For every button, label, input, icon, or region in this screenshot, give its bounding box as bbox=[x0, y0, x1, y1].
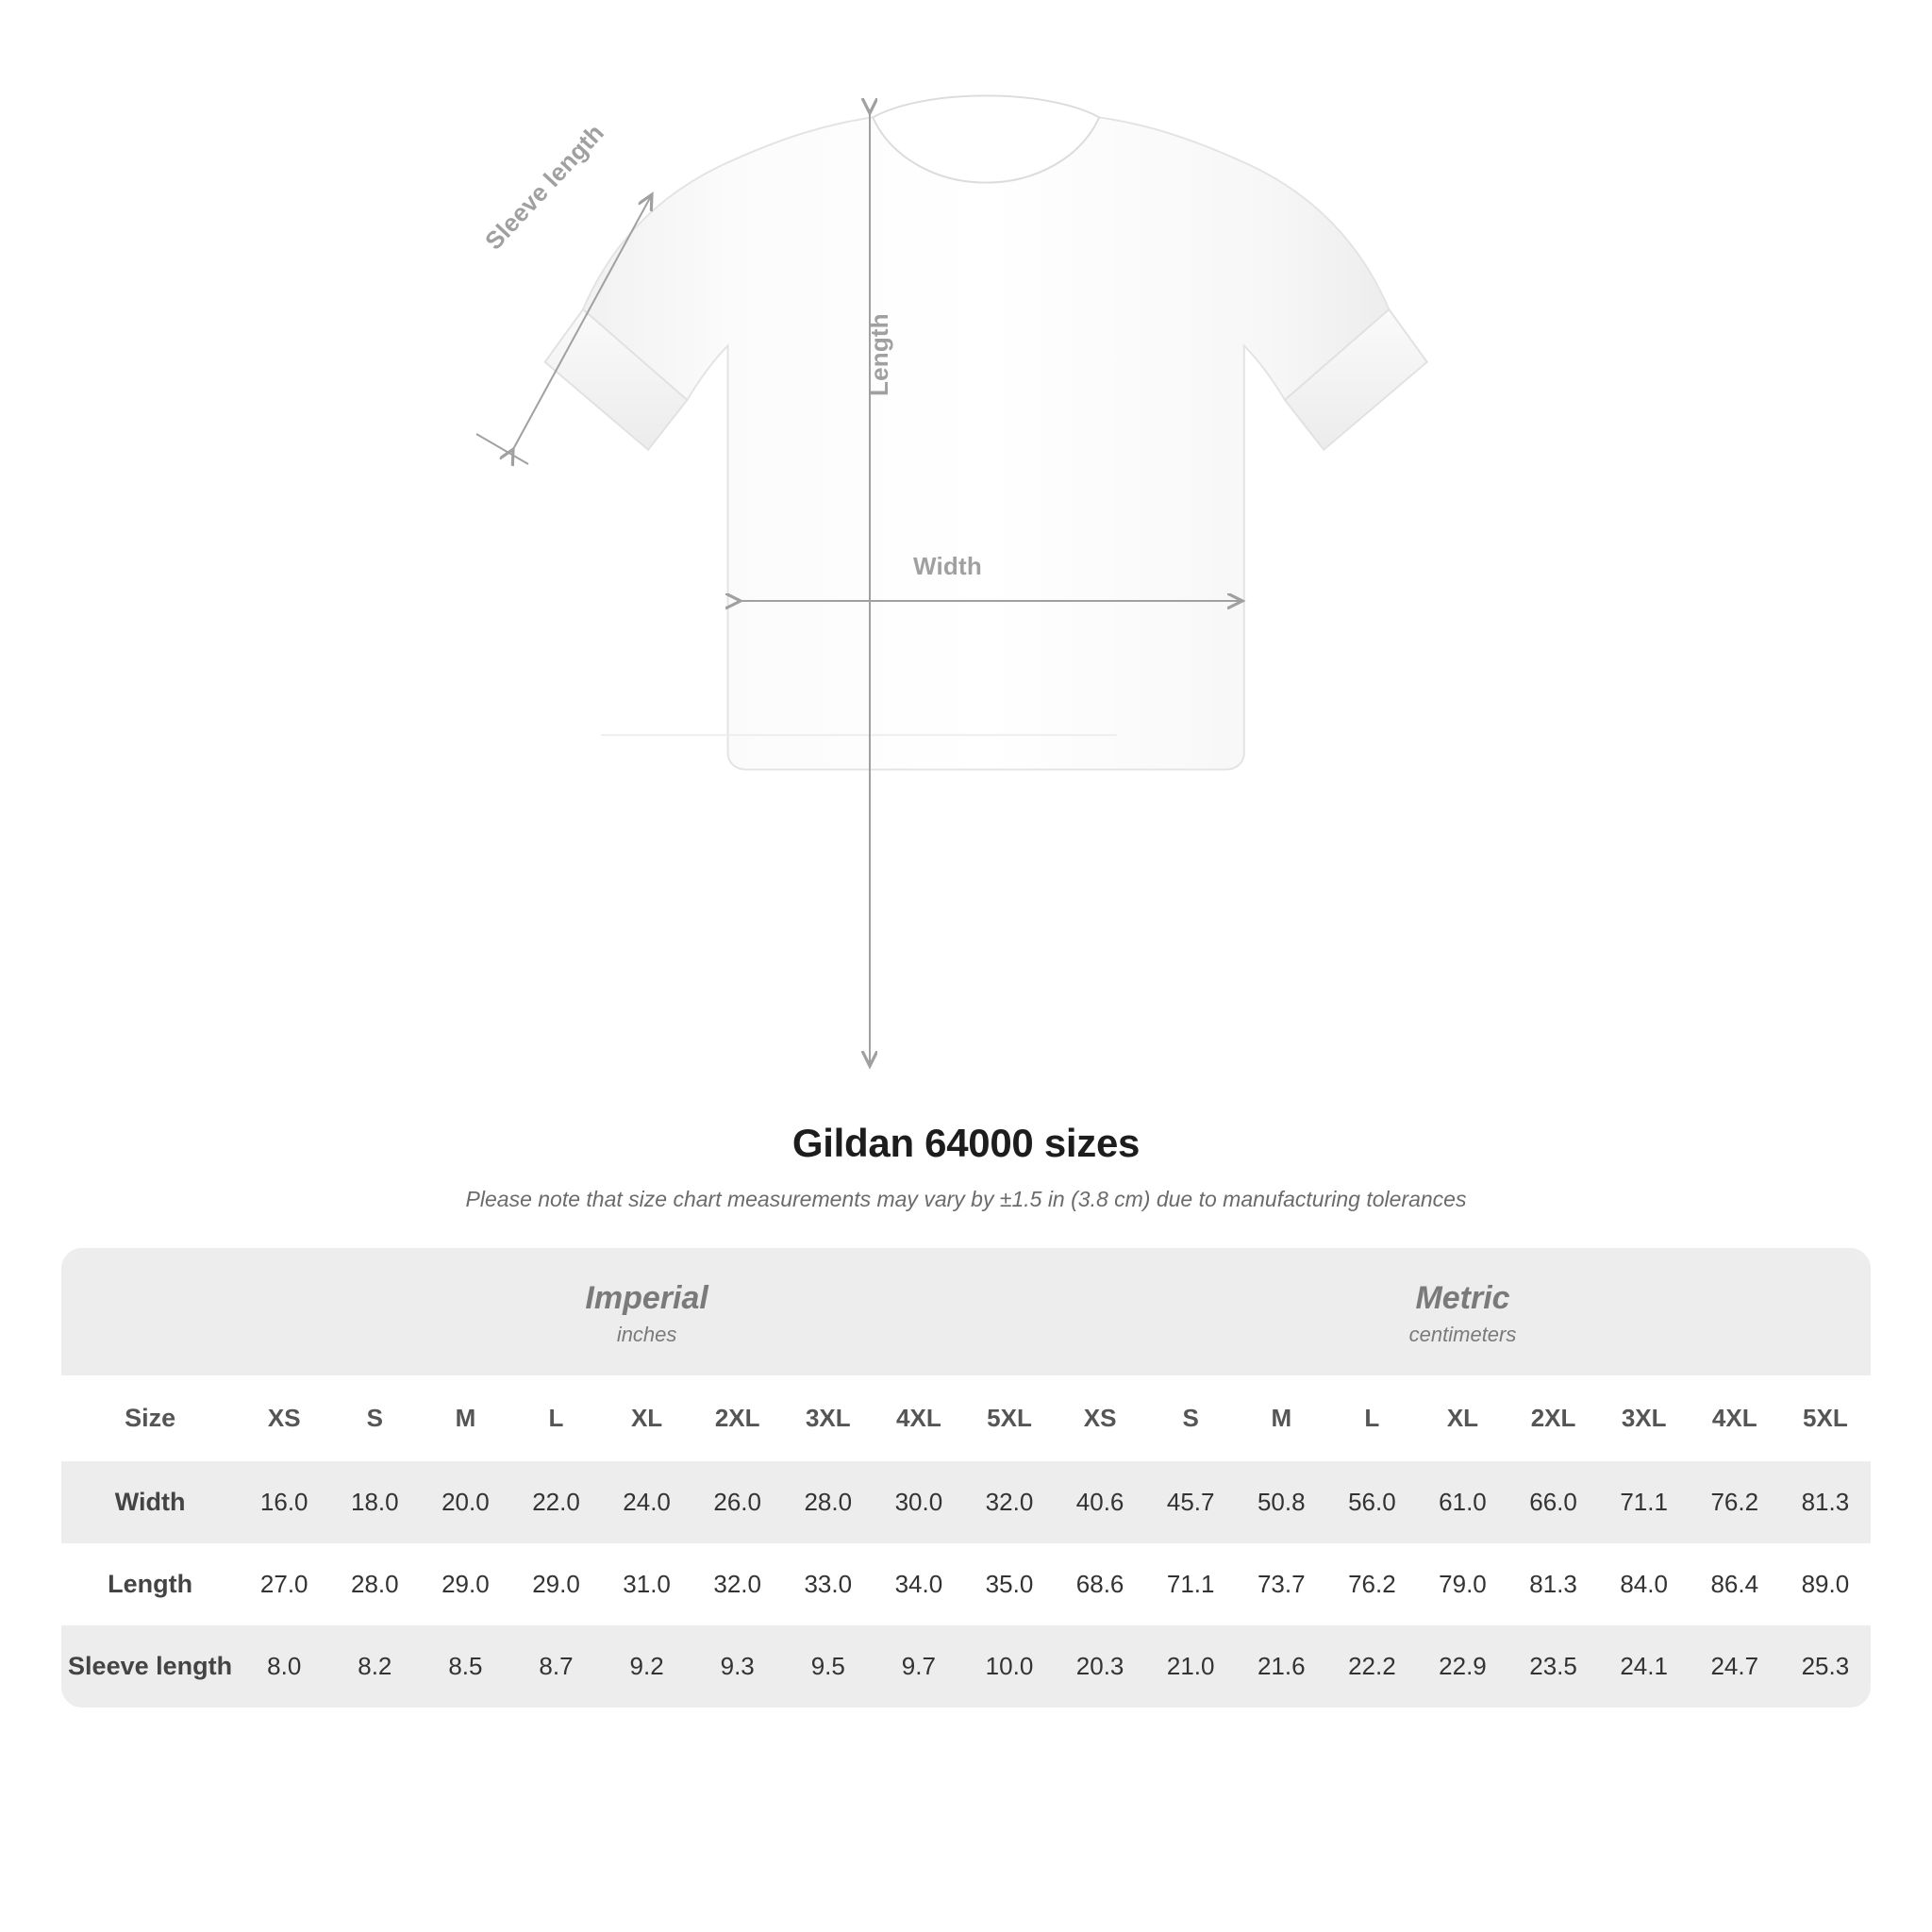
table-cell: 22.9 bbox=[1417, 1625, 1507, 1707]
tolerance-note: Please note that size chart measurements may vary by ±1.5 in (3.8 cm) due to manufacturing tolerances bbox=[465, 1187, 1467, 1211]
size-header-cell: M bbox=[420, 1375, 510, 1461]
table-cell: 61.0 bbox=[1417, 1461, 1507, 1543]
size-header-cell: 5XL bbox=[1780, 1375, 1871, 1461]
table-cell: 33.0 bbox=[783, 1543, 874, 1625]
table-cell: 71.1 bbox=[1599, 1461, 1690, 1543]
unit-metric-name: Metric bbox=[1415, 1280, 1510, 1316]
table-cell: 24.1 bbox=[1599, 1625, 1690, 1707]
size-header-cell: 3XL bbox=[783, 1375, 874, 1461]
table-cell: 9.5 bbox=[783, 1625, 874, 1707]
table-cell: 20.0 bbox=[420, 1461, 510, 1543]
unit-imperial-name: Imperial bbox=[585, 1280, 708, 1316]
row-label-sleeve-length: Sleeve length bbox=[61, 1625, 239, 1707]
table-cell: 50.8 bbox=[1236, 1461, 1326, 1543]
table-cell: 20.3 bbox=[1055, 1625, 1145, 1707]
table-cell: 68.6 bbox=[1055, 1543, 1145, 1625]
unit-metric-sub: centimeters bbox=[1408, 1323, 1517, 1347]
table-cell: 84.0 bbox=[1599, 1543, 1690, 1625]
row-label-length: Length bbox=[61, 1543, 239, 1625]
table-cell: 40.6 bbox=[1055, 1461, 1145, 1543]
table-cell: 28.0 bbox=[783, 1461, 874, 1543]
table-cell: 56.0 bbox=[1326, 1461, 1417, 1543]
size-header-cell: S bbox=[329, 1375, 420, 1461]
table-cell: 73.7 bbox=[1236, 1543, 1326, 1625]
table-cell: 86.4 bbox=[1690, 1543, 1780, 1625]
page-title: Gildan 64000 sizes bbox=[791, 1121, 1141, 1165]
table-cell: 9.3 bbox=[692, 1625, 783, 1707]
size-table-container bbox=[61, 1248, 1871, 1707]
table-cell: 9.2 bbox=[602, 1625, 692, 1707]
table-cell: 26.0 bbox=[692, 1461, 783, 1543]
width-dimension-label: Width bbox=[913, 552, 982, 580]
table-cell: 24.7 bbox=[1690, 1625, 1780, 1707]
table-cell: 29.0 bbox=[420, 1543, 510, 1625]
size-header-cell: 4XL bbox=[874, 1375, 964, 1461]
table-cell: 10.0 bbox=[964, 1625, 1055, 1707]
table-cell: 32.0 bbox=[692, 1543, 783, 1625]
table-cell: 30.0 bbox=[874, 1461, 964, 1543]
table-cell: 22.0 bbox=[510, 1461, 601, 1543]
sleeve-length-dimension-label: Sleeve length bbox=[479, 118, 610, 256]
length-dimension-label: Length bbox=[865, 313, 893, 396]
table-cell: 23.5 bbox=[1508, 1625, 1599, 1707]
table-cell: 32.0 bbox=[964, 1461, 1055, 1543]
table-cell: 66.0 bbox=[1508, 1461, 1599, 1543]
table-row bbox=[61, 1625, 1871, 1707]
size-header-cell: 4XL bbox=[1690, 1375, 1780, 1461]
size-header-cell: 2XL bbox=[1508, 1375, 1599, 1461]
table-cell: 31.0 bbox=[602, 1543, 692, 1625]
table-cell: 21.0 bbox=[1145, 1625, 1236, 1707]
table-cell: 81.3 bbox=[1508, 1543, 1599, 1625]
table-cell: 76.2 bbox=[1326, 1543, 1417, 1625]
table-cell: 45.7 bbox=[1145, 1461, 1236, 1543]
unit-imperial-sub: inches bbox=[616, 1323, 677, 1347]
size-header-cell: XS bbox=[1055, 1375, 1145, 1461]
table-cell: 8.0 bbox=[239, 1625, 329, 1707]
table-cell: 22.2 bbox=[1326, 1625, 1417, 1707]
size-header-cell: 2XL bbox=[692, 1375, 783, 1461]
size-header-cell: L bbox=[1326, 1375, 1417, 1461]
unit-corner-cell bbox=[61, 1248, 239, 1375]
size-corner-label: Size bbox=[61, 1375, 239, 1461]
size-header-cell: S bbox=[1145, 1375, 1236, 1461]
table-cell: 28.0 bbox=[329, 1543, 420, 1625]
table-cell: 9.7 bbox=[874, 1625, 964, 1707]
size-header-row bbox=[61, 1375, 1871, 1461]
table-cell: 8.5 bbox=[420, 1625, 510, 1707]
table-cell: 16.0 bbox=[239, 1461, 329, 1543]
table-cell: 89.0 bbox=[1780, 1543, 1871, 1625]
table-row bbox=[61, 1543, 1871, 1625]
table-cell: 21.6 bbox=[1236, 1625, 1326, 1707]
table-cell: 18.0 bbox=[329, 1461, 420, 1543]
unit-imperial-cell bbox=[239, 1248, 1055, 1375]
table-cell: 71.1 bbox=[1145, 1543, 1236, 1625]
table-cell: 81.3 bbox=[1780, 1461, 1871, 1543]
title-block bbox=[0, 1121, 1932, 1212]
size-header-cell: XL bbox=[602, 1375, 692, 1461]
table-cell: 27.0 bbox=[239, 1543, 329, 1625]
size-header-cell: L bbox=[510, 1375, 601, 1461]
table-cell: 76.2 bbox=[1690, 1461, 1780, 1543]
table-cell: 35.0 bbox=[964, 1543, 1055, 1625]
row-label-width: Width bbox=[61, 1461, 239, 1543]
size-header-cell: XS bbox=[239, 1375, 329, 1461]
table-cell: 29.0 bbox=[510, 1543, 601, 1625]
table-cell: 34.0 bbox=[874, 1543, 964, 1625]
table-row bbox=[61, 1461, 1871, 1543]
table-cell: 8.2 bbox=[329, 1625, 420, 1707]
table-cell: 79.0 bbox=[1417, 1543, 1507, 1625]
unit-metric-cell bbox=[1055, 1248, 1871, 1375]
table-cell: 25.3 bbox=[1780, 1625, 1871, 1707]
size-header-cell: XL bbox=[1417, 1375, 1507, 1461]
size-table bbox=[61, 1248, 1871, 1707]
size-header-cell: M bbox=[1236, 1375, 1326, 1461]
unit-header-row bbox=[61, 1248, 1871, 1375]
size-header-cell: 5XL bbox=[964, 1375, 1055, 1461]
table-cell: 8.7 bbox=[510, 1625, 601, 1707]
table-cell: 24.0 bbox=[602, 1461, 692, 1543]
size-header-cell: 3XL bbox=[1599, 1375, 1690, 1461]
